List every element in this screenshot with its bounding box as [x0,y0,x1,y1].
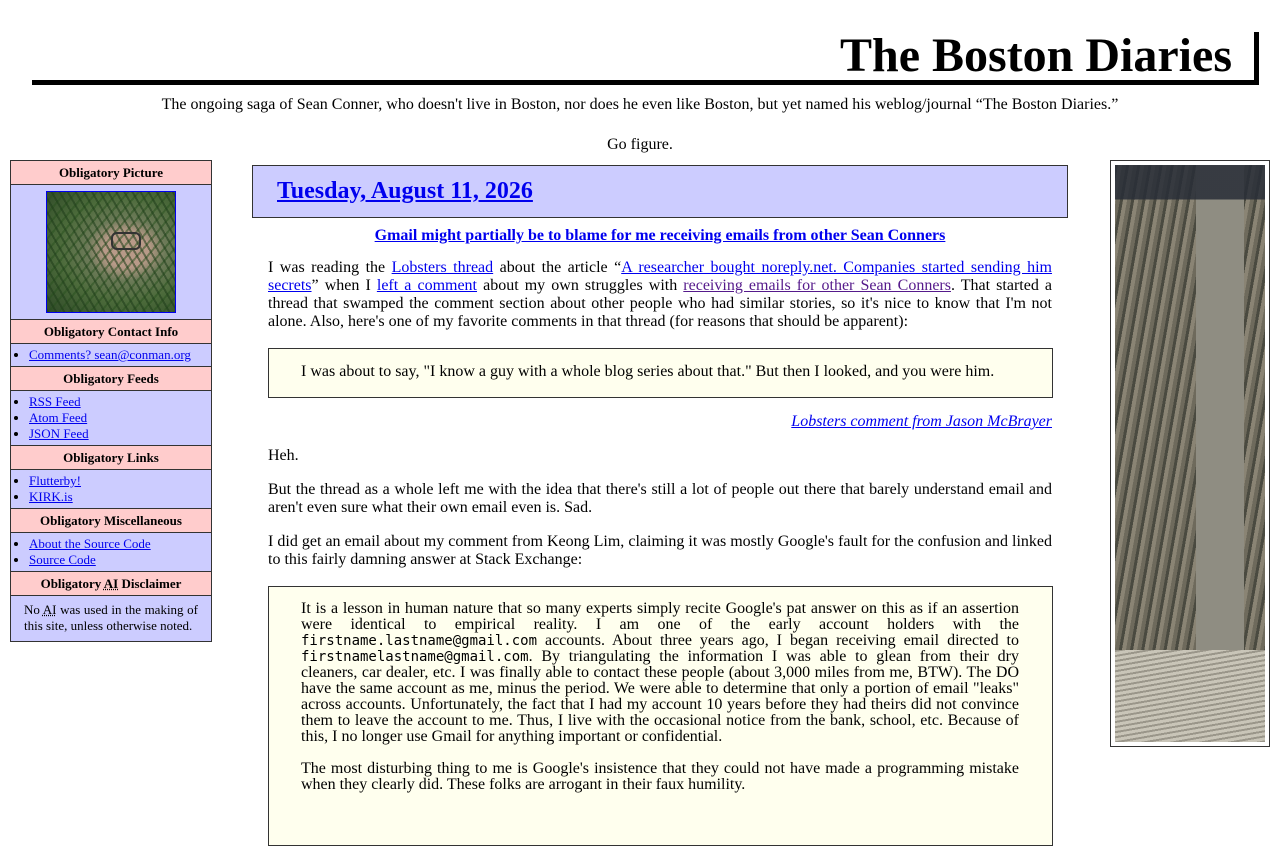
intro-text-2: about the article “ [493,259,622,276]
quote2-text-2: accounts. About three years ago, I began receiving email directed to [537,632,1019,649]
paragraph-intro [268,259,1052,331]
intro-text-5: . That started a thread that swamped the comment section about other people who had similar stories, so it's nice to know that I'm not alone. Also, here's one of my favorite comments in that thread (for reasons that should be apparent): [268,277,1053,330]
go-figure-text: Go figure. [607,136,673,153]
picture-section [11,185,211,320]
email-code-1: firstname.lastname@gmail.com [301,633,538,649]
lobsters-comment-link[interactable]: Lobsters comment from Jason McBrayer [791,413,1052,430]
main-content [252,165,1068,793]
sidebar [10,160,212,642]
disclaimer-ai-abbr: AI [42,602,57,617]
links-section [11,470,211,509]
post-title-link[interactable]: Gmail might partially be to blame for me receiving emails from other Sean Conners [374,227,946,244]
ai-disclaimer-text [11,596,211,641]
ai-heading-prefix: Obligatory [40,576,104,591]
picture-heading: Obligatory Picture [11,161,211,185]
paragraph-heh: Heh. [268,447,299,464]
intro-text-1: I was reading the [268,259,392,276]
ai-disclaimer-heading [11,572,211,596]
paragraph-keong-lim: I did get an email about my comment from Keong Lim, claiming it was mostly Google's fault for the confusion and linked to this fairly damning answer at Stack Exchange: [268,533,1052,568]
contact-section [11,344,211,367]
quote2-text-3: . By triangulating the information I was able to glean from their dry cleaners, car dealer, etc. I was finally able to contact these people (about 3,000 miles from me, BTW). The DO have the same account as me, minus the period. We were able to determine that only a portion of email "leaks" across accounts. Unfortunately, the fact that I had my account 10 years before they had theirs did not convince them to leave the account to me. Thus, I live with the occasional notice from the bank, school, etc. Because of this, I no longer use Gmail for anything important or confidential. [301,648,1019,745]
intro-text-4: about my own struggles with [477,277,684,294]
post-title [252,227,1068,245]
email-code-2: firstnamelastname@gmail.com [301,649,529,665]
lobsters-thread-link[interactable]: Lobsters thread [391,259,494,276]
json-feed-link[interactable]: JSON Feed [29,426,89,441]
flutterby-link[interactable]: Flutterby! [29,473,81,488]
date-banner [252,165,1068,218]
quote-stack-exchange-p2: The most disturbing thing to me is Google's insistence that they could not have made a programming mistake when they clearly did. These folks are arrogant in their faux humility. [301,760,1019,793]
about-source-code-link[interactable]: About the Source Code [29,536,151,551]
ai-abbr: AI [103,576,119,591]
intro-text-3: ” when I [311,277,377,294]
noreply-article-link[interactable]: A researcher bought noreply.net. Companies started sending him secrets [268,259,1053,294]
quote2-text-1: It is a lesson in human nature that so many experts simply recite Google's pat answer on this as if an assertion were identical to empirical reality. I am one of the early account holders with the [301,600,1019,633]
misc-heading: Obligatory Miscellaneous [11,509,211,533]
source-code-link[interactable]: Source Code [29,552,96,567]
post-date-link[interactable]: Tuesday, August 11, 2026 [277,178,533,204]
portrait-image[interactable] [46,191,176,313]
receiving-emails-link[interactable]: receiving emails for other Sean Conners [683,277,951,294]
kirk-is-link[interactable]: KIRK.is [29,489,73,504]
feeds-section [11,391,211,446]
site-tagline: The ongoing saga of Sean Conner, who doesn't live in Boston, nor does he even like Boston, but yet named his weblog/journal “The Boston Diaries.” [161,96,1119,113]
quote-stack-exchange-p1 [301,601,1019,745]
feeds-heading: Obligatory Feeds [11,367,211,391]
disclaimer-prefix: No [24,602,43,617]
ai-heading-suffix: Disclaimer [118,576,182,591]
rss-feed-link[interactable]: RSS Feed [29,394,81,409]
citation-jason [791,413,1052,431]
right-photo-frame [1110,160,1270,747]
contact-heading: Obligatory Contact Info [11,320,211,344]
disclaimer-suffix: was used in the making of this site, unless otherwise noted. [24,602,198,633]
atom-feed-link[interactable]: Atom Feed [29,410,88,425]
links-heading: Obligatory Links [11,446,211,470]
paragraph-thread: But the thread as a whole left me with the idea that there's still a lot of people out there that barely understand email and aren't even sure what their own email even is. Sad. [268,481,1052,516]
contact-email-link[interactable]: Comments? sean@conman.org [29,347,191,362]
blockquote-jason [268,348,1053,398]
site-title: The Boston Diaries [32,32,1259,85]
misc-section [11,533,211,572]
left-comment-link[interactable]: left a comment [376,277,478,294]
blockquote-stack-exchange [268,586,1053,846]
garden-photo[interactable] [1115,165,1265,742]
quote-jason-text: I was about to say, "I know a guy with a whole blog series about that." But then I looked, and you were him. [301,363,995,380]
